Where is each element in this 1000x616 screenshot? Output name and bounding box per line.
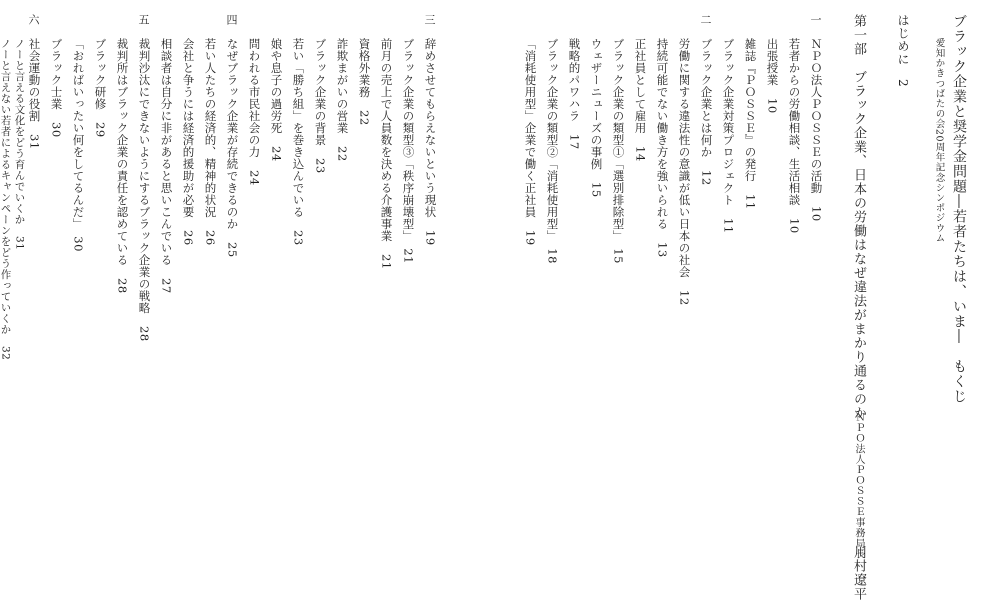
toc-entry: ブラック企業の背景 23 (313, 38, 328, 174)
intro-entry: はじめに 2 (896, 14, 910, 88)
toc-entry: 「おればいったい何をしてるんだ」 30 (71, 38, 86, 252)
toc-entry: 相談者は自分に非があると思いこんでいる 27 (159, 38, 174, 294)
section-numeral: 四 (225, 14, 238, 26)
toc-entry: 社会運動の役割 31 (27, 38, 42, 150)
author-affiliation: ＮＰＯ法人ＰＯＳＳＥ事務局長 (853, 412, 864, 559)
toc-entry: 若い「勝ち組」を巻き込んでいる 23 (291, 38, 306, 246)
toc-entry: 辞めさせてもらえないという現状 19 (423, 38, 438, 246)
toc-entry: なぜブラック企業が存続できるのか 25 (225, 38, 240, 258)
toc-entry: 娘や息子の過労死 24 (269, 38, 284, 162)
toc-entry: 労働に関する違法性の意識が低い日本の社会 12 (677, 38, 692, 306)
toc-entry: ブラック企業の類型③「秩序崩壊型」 21 (401, 38, 416, 264)
toc-entry: 裁判沙汰にできないようにするブラック企業の戦略 28 (137, 38, 152, 342)
toc-entry: 前月の売上で人員数を決める介護事業 21 (379, 38, 394, 270)
toc-entry: ブラック企業対策プロジェクト 11 (721, 38, 736, 234)
toc-entry: ＮＰＯ法人ＰＯＳＳＥの活動 10 (809, 38, 824, 222)
document-title: ブラック企業と奨学金問題―若者たちは、いま― もくじ (951, 14, 967, 404)
toc-entry: 雑誌『ＰＯＳＳＥ』の発行 11 (743, 38, 758, 210)
toc-entry: 若者からの労働相談、生活相談 10 (787, 38, 802, 234)
toc-entry: ブラック士業 30 (49, 38, 64, 138)
toc-entry: 戦略的パワハラ 17 (567, 38, 582, 150)
section-numeral: 三 (423, 14, 436, 26)
toc-entry: ノーと言える文化をどう育んでいくか 31 (13, 38, 26, 251)
toc-entry: ブラック研修 29 (93, 38, 108, 138)
toc-entry: 出張授業 10 (765, 38, 780, 114)
toc-entry: ウェザーニューズの事例 15 (589, 38, 604, 198)
toc-entry: ブラック企業の類型①「選別排除型」 15 (611, 38, 626, 264)
toc-entry: 裁判所はブラック企業の責任を認めている 28 (115, 38, 130, 294)
toc-entry: ブラック企業とは何か 12 (699, 38, 714, 186)
toc-entry: 持続可能でない働き方を強いられる 13 (655, 38, 670, 258)
section-numeral: 一 (809, 14, 822, 26)
toc-entry: 会社と争うには経済的援助が必要 26 (181, 38, 196, 246)
toc-entry: 資格外業務 22 (357, 38, 372, 126)
toc-entry: 問われる市民社会の力 24 (247, 38, 262, 186)
toc-entry: 詐欺まがいの営業 22 (335, 38, 350, 162)
section-numeral: 二 (699, 14, 712, 26)
section-numeral: 五 (137, 14, 150, 26)
document-subtitle: 愛知かきつばたの会20周年記念シンポジウム (933, 38, 945, 244)
toc-entry: 正社員として雇用 14 (633, 38, 648, 162)
toc-entry: ノーと言えない若者によるキャンペーンをどう作っていくか 32 (0, 38, 12, 361)
part1-heading: 第一部 ブラック企業、日本の労働はなぜ違法がまかり通るのか (851, 14, 866, 420)
section-numeral: 六 (27, 14, 40, 26)
toc-entry: 「消耗使用型」企業で働く正社員 19 (523, 38, 538, 246)
toc-entry: ブラック企業の類型②「消耗使用型」 18 (545, 38, 560, 264)
author-name: 川村遼平 (851, 545, 866, 601)
toc-entry: 若い人たちの経済的、精神的状況 26 (203, 38, 218, 246)
